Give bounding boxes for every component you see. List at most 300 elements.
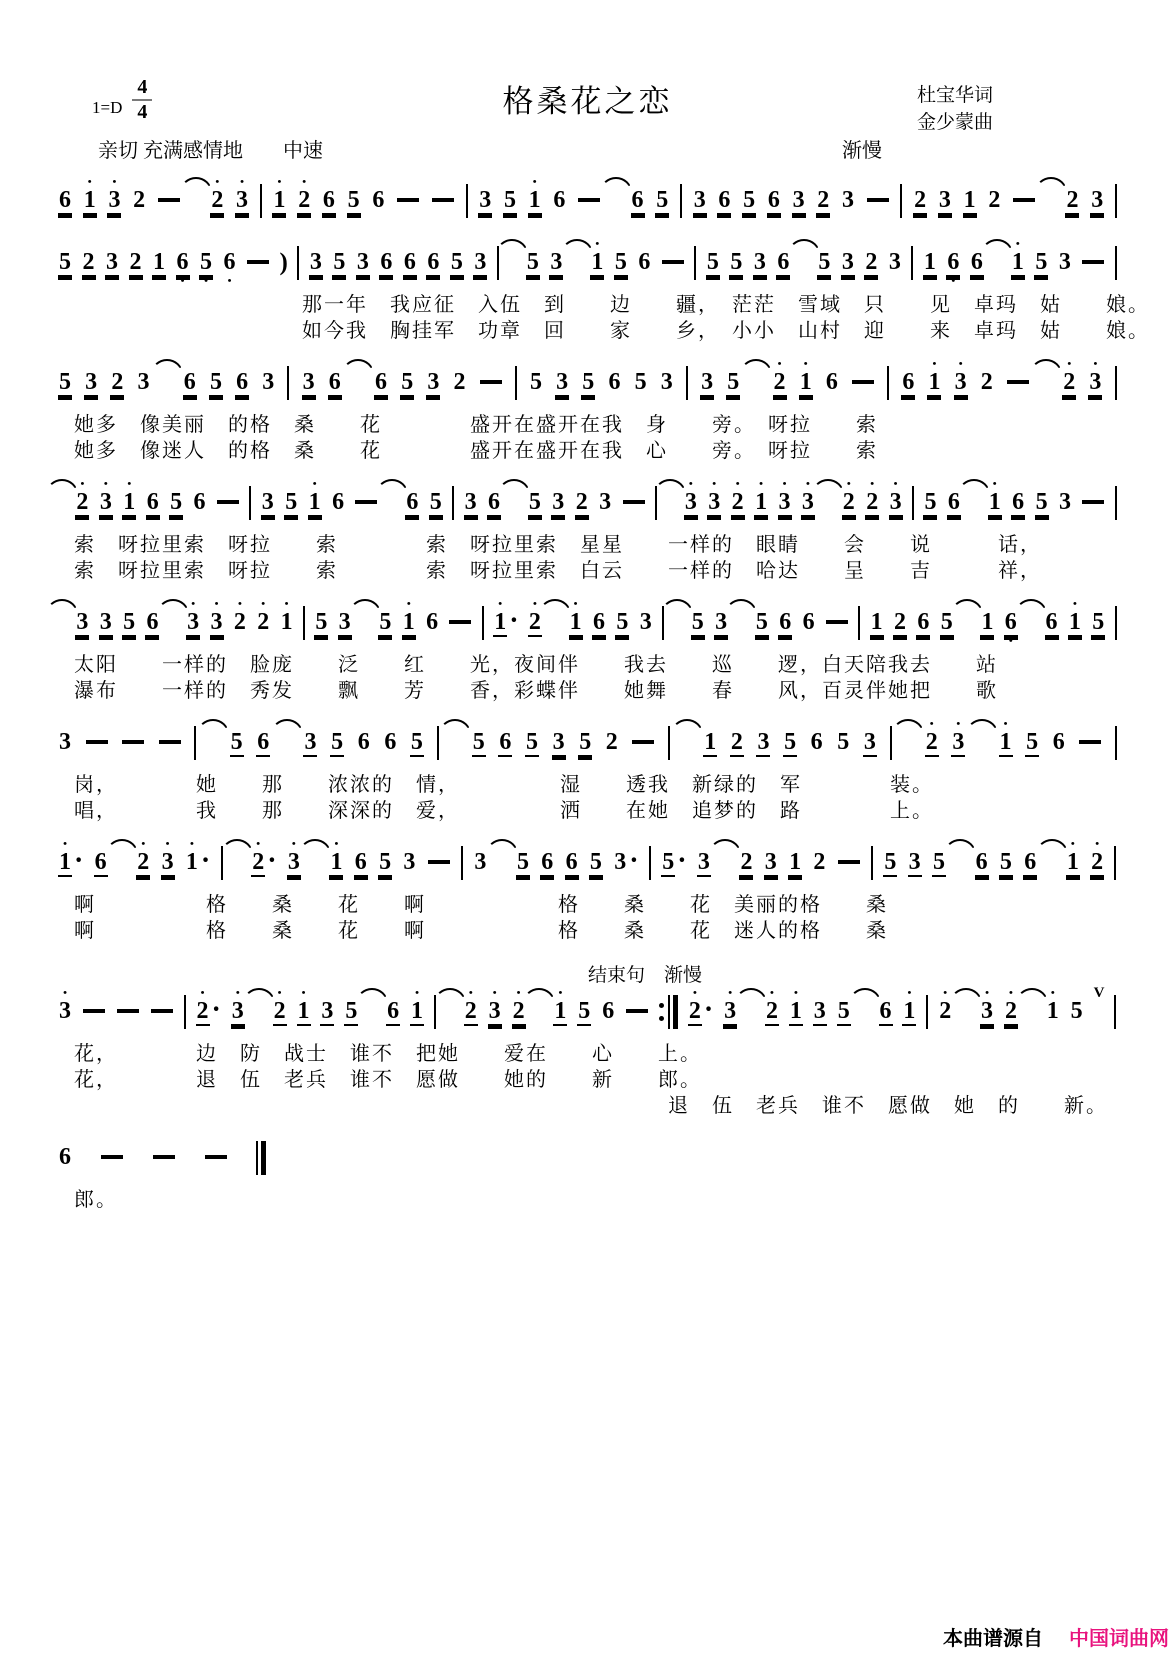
note-column <box>122 480 136 526</box>
note-column <box>783 720 797 766</box>
note-column <box>1090 840 1104 886</box>
note-digit: 2 <box>1063 369 1076 395</box>
note-column <box>427 840 451 886</box>
note <box>1090 178 1104 224</box>
octave-dot-below <box>643 277 646 286</box>
note-digit <box>866 187 890 215</box>
octave-dot-below <box>758 277 761 286</box>
note-column <box>879 989 893 1035</box>
note <box>631 178 645 224</box>
octave-dot-below <box>729 1026 732 1035</box>
octave-dot-above <box>168 720 171 729</box>
note-digit: 5 <box>230 729 243 755</box>
octave-dot-below <box>584 757 587 766</box>
note-column <box>1070 989 1084 1035</box>
note-digit: 6 <box>146 489 159 515</box>
note-digit: 1 <box>1046 998 1059 1024</box>
octave-dot-below <box>980 877 983 886</box>
note-digit: 3 <box>99 489 112 515</box>
octave-dot-below <box>285 637 288 646</box>
note-digit: 1 <box>923 249 936 275</box>
note-digit: 1 <box>704 729 717 755</box>
note-digit: 6 <box>332 489 345 515</box>
note-digit <box>1081 249 1105 277</box>
octave-dot-below <box>1097 637 1100 646</box>
slur-arc <box>243 988 275 1003</box>
lyric-line: 花， 退 伍 老兵 谁不 愿做 她的 新 郎。 <box>74 1069 702 1091</box>
octave-dot-below <box>889 877 892 886</box>
note-column <box>356 240 370 286</box>
note-column <box>322 178 336 224</box>
notation-system <box>58 720 1117 824</box>
octave-dot-below <box>735 757 738 766</box>
note-column <box>99 480 113 526</box>
octave-dot-above: • <box>846 478 851 490</box>
octave-dot-above: • <box>498 598 503 610</box>
octave-dot-below <box>175 517 178 526</box>
note-digit: 5 <box>200 249 212 275</box>
note-column <box>577 178 601 224</box>
note <box>836 720 850 766</box>
note <box>223 240 237 286</box>
slur-arc <box>1036 839 1068 854</box>
note <box>870 600 884 646</box>
note <box>185 840 210 886</box>
note-digit: 1 <box>1068 609 1081 635</box>
notation-line <box>58 1135 1117 1181</box>
octave-dot-above <box>610 720 613 729</box>
octave-dot-above <box>619 840 622 849</box>
octave-dot-above <box>598 600 601 609</box>
note-column <box>280 600 294 646</box>
note-digit: 3 <box>841 249 854 275</box>
octave-dot-below <box>846 277 849 286</box>
slur-arc <box>725 599 757 614</box>
octave-dot-below <box>986 1026 989 1035</box>
note <box>655 178 669 224</box>
octave-dot-above <box>561 360 564 369</box>
note-column <box>357 720 371 766</box>
note-digit: 3 <box>701 369 714 395</box>
octave-dot-below <box>636 1026 639 1035</box>
octave-dot-below <box>292 877 295 886</box>
note <box>717 178 731 224</box>
octave-dot-below <box>928 277 931 286</box>
note <box>1006 360 1030 406</box>
note-column <box>598 480 612 526</box>
note-digit <box>479 369 503 397</box>
octave-dot-below <box>795 1026 798 1035</box>
octave-dot-above <box>458 360 461 369</box>
octave-dot-above <box>735 240 738 249</box>
octave-dot-below <box>723 215 726 224</box>
note <box>866 178 890 224</box>
note-digit: 2 <box>894 609 906 635</box>
note <box>851 360 875 406</box>
octave-dot-below <box>81 637 84 646</box>
note <box>569 600 583 646</box>
note-column <box>431 178 455 224</box>
note-digit <box>1081 489 1105 517</box>
octave-dot-below <box>365 517 368 526</box>
slur-arc <box>523 988 555 1003</box>
note-column <box>1058 240 1072 286</box>
note <box>987 178 1001 224</box>
note-digit: 2 <box>731 489 744 515</box>
note <box>932 840 946 886</box>
octave-dot-above <box>493 480 496 489</box>
octave-dot-below <box>1010 1026 1013 1035</box>
footer-site-link[interactable]: 中国词曲网 <box>1069 1628 1169 1650</box>
octave-dot-below <box>113 215 116 224</box>
note-digit: 2 <box>1066 187 1079 213</box>
octave-dot-above: • <box>688 478 693 490</box>
note-column <box>634 360 648 406</box>
octave-dot-below <box>959 397 962 406</box>
octave-dot-below <box>702 877 705 886</box>
note <box>755 600 769 646</box>
note-column <box>378 600 392 646</box>
slur-arc <box>561 239 593 254</box>
note <box>297 178 311 224</box>
octave-dot-above: • <box>1050 987 1055 999</box>
note-digit: 3 <box>599 489 612 515</box>
octave-dot-above: • <box>141 838 146 850</box>
note-column <box>1035 480 1049 526</box>
octave-dot-above: • <box>334 838 339 850</box>
slur-arc <box>735 988 767 1003</box>
note-column <box>684 480 698 526</box>
octave-dot-below <box>696 637 699 646</box>
note-digit <box>354 489 378 517</box>
octave-dot-above <box>619 240 622 249</box>
octave-dot-above <box>1009 600 1012 609</box>
note <box>622 480 646 526</box>
note-digit <box>157 187 181 215</box>
note <box>272 178 286 224</box>
note <box>1058 480 1072 526</box>
note <box>493 600 518 646</box>
octave-dot-below <box>621 637 624 646</box>
note <box>58 840 83 886</box>
note <box>58 240 72 286</box>
note-digit: 3 <box>981 998 994 1024</box>
note-digit: 5 <box>932 849 945 875</box>
octave-dot-below <box>847 215 850 224</box>
note <box>707 480 721 526</box>
note-column <box>132 178 146 224</box>
lyric-line: 花， 边 防 战士 谁不 把她 爱在 心 上。 <box>74 1043 702 1065</box>
note-digit: 5 <box>656 187 669 213</box>
octave-dot-above: • <box>595 238 600 250</box>
octave-dot-above <box>479 240 482 249</box>
note-digit: 5 <box>528 489 541 515</box>
note <box>82 989 106 1035</box>
octave-dot-below <box>126 1026 129 1035</box>
note-column <box>549 240 563 286</box>
note-digit <box>1078 729 1102 757</box>
note <box>473 840 487 886</box>
note <box>841 240 855 286</box>
note <box>332 240 346 286</box>
note <box>575 480 589 526</box>
octave-dot-above: • <box>992 478 997 490</box>
time-denominator: 4 <box>137 101 148 123</box>
note-digit: 5 <box>59 369 71 395</box>
note <box>1058 240 1072 286</box>
octave-dot-below <box>1064 517 1067 526</box>
note-column <box>923 480 937 526</box>
note-column <box>410 989 424 1035</box>
note-column <box>688 989 702 1035</box>
note-digit: 3 <box>338 609 351 635</box>
octave-dot-below <box>1017 397 1020 406</box>
slur-arc <box>434 988 466 1003</box>
octave-dot-below <box>985 397 988 406</box>
note-digit: 3 <box>556 369 569 395</box>
barline <box>1115 726 1117 760</box>
octave-dot-above <box>580 480 583 489</box>
note-column <box>246 240 270 286</box>
octave-dot-above <box>175 480 178 489</box>
octave-dot-above <box>343 600 346 609</box>
octave-dot-below <box>862 397 865 406</box>
note-column <box>529 360 543 406</box>
note <box>792 178 806 224</box>
octave-dot-above <box>642 720 645 729</box>
note-column <box>330 720 344 766</box>
octave-dot-below <box>151 517 154 526</box>
augmentation-dot: · <box>267 845 277 876</box>
note <box>308 480 322 526</box>
octave-dot-above: • <box>735 478 740 490</box>
key-label: 1=D <box>92 98 123 117</box>
octave-dot-below <box>389 757 392 766</box>
note-column <box>700 360 714 406</box>
octave-dot-below <box>99 877 102 886</box>
note-digit <box>396 187 420 215</box>
note <box>152 240 166 286</box>
octave-dot-above: • <box>1093 358 1098 370</box>
octave-dot-below <box>1051 1026 1054 1035</box>
octave-dot-below <box>748 215 751 224</box>
slur-arc <box>740 359 772 374</box>
note-digit: 6 <box>236 369 249 395</box>
octave-dot-above <box>922 600 925 609</box>
note-digit: 1 <box>494 609 507 635</box>
octave-dot-above: • <box>291 838 296 850</box>
note-column <box>75 600 89 646</box>
note <box>196 989 221 1035</box>
slur-arc <box>151 359 183 374</box>
note-digit: 5 <box>503 187 516 213</box>
octave-dot-below <box>192 637 195 646</box>
octave-dot-above: • <box>532 176 537 188</box>
octave-dot-below <box>534 637 537 646</box>
octave-dot-above: • <box>907 987 912 999</box>
octave-dot-above <box>667 840 670 849</box>
octave-dot-above <box>64 360 67 369</box>
note <box>314 600 328 646</box>
note <box>186 600 200 646</box>
footer <box>943 1622 1169 1651</box>
note-digit: 6 <box>1004 609 1017 635</box>
note-column <box>1006 360 1030 406</box>
note <box>145 600 159 646</box>
note-digit: 5 <box>285 489 298 515</box>
note-column <box>753 240 767 286</box>
octave-dot-below <box>163 1172 166 1181</box>
octave-dot-above <box>104 600 107 609</box>
note-column <box>963 178 977 224</box>
octave-dot-above: • <box>985 987 989 999</box>
octave-dot-below <box>804 397 807 406</box>
note <box>540 840 554 886</box>
octave-dot-above <box>416 720 419 729</box>
note-digit: 3 <box>403 849 416 875</box>
note-digit: 3 <box>639 609 652 635</box>
note-digit: 3 <box>693 187 706 213</box>
note <box>84 360 98 406</box>
octave-dot-below <box>235 757 238 766</box>
note <box>280 600 294 646</box>
note-digit <box>837 849 861 877</box>
octave-dot-above <box>797 178 800 187</box>
note-column <box>332 240 346 286</box>
note <box>865 480 879 526</box>
note <box>565 840 579 886</box>
octave-dot-below <box>432 277 435 286</box>
octave-dot-above <box>884 989 887 998</box>
slur-arc <box>849 988 881 1003</box>
octave-dot-below <box>574 637 577 646</box>
note-digit: 1 <box>1066 849 1079 875</box>
note <box>975 840 989 886</box>
note-digit: 3 <box>59 998 71 1024</box>
note-digit: 6 <box>427 249 440 275</box>
note-digit: 5 <box>884 849 897 875</box>
octave-dot-below <box>546 877 549 886</box>
note-digit: 6 <box>638 249 651 275</box>
octave-dot-below <box>87 277 90 286</box>
note-column <box>842 480 856 526</box>
octave-dot-above: • <box>165 838 170 850</box>
octave-dot-below <box>1017 517 1020 526</box>
note-digit: 3 <box>660 369 673 395</box>
note-column <box>100 1135 124 1181</box>
octave-dot-below <box>504 757 507 766</box>
note <box>1091 600 1105 646</box>
note-column <box>908 840 922 886</box>
octave-dot-below <box>619 877 622 886</box>
note-column <box>498 720 512 766</box>
octave-dot-above <box>411 480 414 489</box>
note-column <box>426 360 440 406</box>
note-column <box>199 240 213 286</box>
note <box>157 178 181 224</box>
note <box>58 720 72 766</box>
note <box>613 840 638 886</box>
octave-dot-above <box>720 600 723 609</box>
note-column <box>555 360 569 406</box>
note-digit: 2 <box>133 187 146 213</box>
note <box>592 600 606 646</box>
octave-dot-above: • <box>943 987 948 999</box>
octave-dot-above <box>198 480 201 489</box>
note <box>776 240 790 286</box>
octave-dot-below <box>64 1026 67 1035</box>
note-column <box>58 989 72 1035</box>
note-column <box>464 989 478 1035</box>
note-digit: 5 <box>579 729 592 755</box>
note-column <box>729 240 743 286</box>
note-digit: 6 <box>970 249 983 275</box>
note <box>230 720 244 766</box>
octave-dot-above <box>784 600 787 609</box>
barline <box>1114 995 1116 1029</box>
octave-dot-above: • <box>261 598 266 610</box>
note-column <box>58 240 72 286</box>
note-digit: 3 <box>708 489 721 515</box>
notation-system <box>58 360 1117 464</box>
octave-dot-below <box>884 1026 887 1035</box>
slur-arc <box>271 719 303 734</box>
octave-dot-below <box>713 517 716 526</box>
final-bar-thick <box>261 1141 266 1175</box>
note-digit: 3 <box>262 369 275 395</box>
credits <box>917 82 993 136</box>
note-column <box>210 178 224 224</box>
note-digit: 6 <box>59 1144 71 1170</box>
note <box>825 600 849 646</box>
note <box>431 178 455 224</box>
note-digit: 3 <box>724 998 737 1024</box>
octave-dot-above <box>408 240 411 249</box>
note-digit: 3 <box>1091 187 1104 213</box>
note-digit: 3 <box>231 998 244 1024</box>
octave-dot-above <box>671 240 674 249</box>
note-column <box>473 240 487 286</box>
note-column <box>717 178 731 224</box>
ritard-marking: 渐慢 <box>842 140 882 162</box>
octave-dot-below <box>1004 757 1007 766</box>
slur-arc <box>966 719 998 734</box>
octave-dot-above <box>875 600 878 609</box>
note-digit: 2 <box>298 187 311 213</box>
octave-dot-below <box>807 637 810 646</box>
barline <box>184 995 186 1029</box>
octave-dot-below <box>876 215 879 224</box>
note-digit: 2 <box>137 849 150 875</box>
octave-dot-below <box>842 1026 845 1035</box>
octave-dot-above <box>408 840 411 849</box>
lyric-line: 退 伍 老兵 谁不 愿做 她 的 新。 <box>668 1095 1108 1117</box>
note-digit: 5 <box>123 609 136 635</box>
octave-dot-above <box>290 480 293 489</box>
note <box>251 840 276 886</box>
octave-dot-below <box>642 757 645 766</box>
note <box>810 720 824 766</box>
note-digit: 2 <box>765 998 778 1024</box>
octave-dot-below <box>522 877 525 886</box>
note <box>75 480 89 526</box>
note <box>778 480 792 526</box>
note-column <box>697 840 711 886</box>
octave-dot-above <box>807 600 810 609</box>
augmentation-dot: · <box>200 845 211 876</box>
octave-dot-above <box>320 600 323 609</box>
barline <box>858 606 860 640</box>
